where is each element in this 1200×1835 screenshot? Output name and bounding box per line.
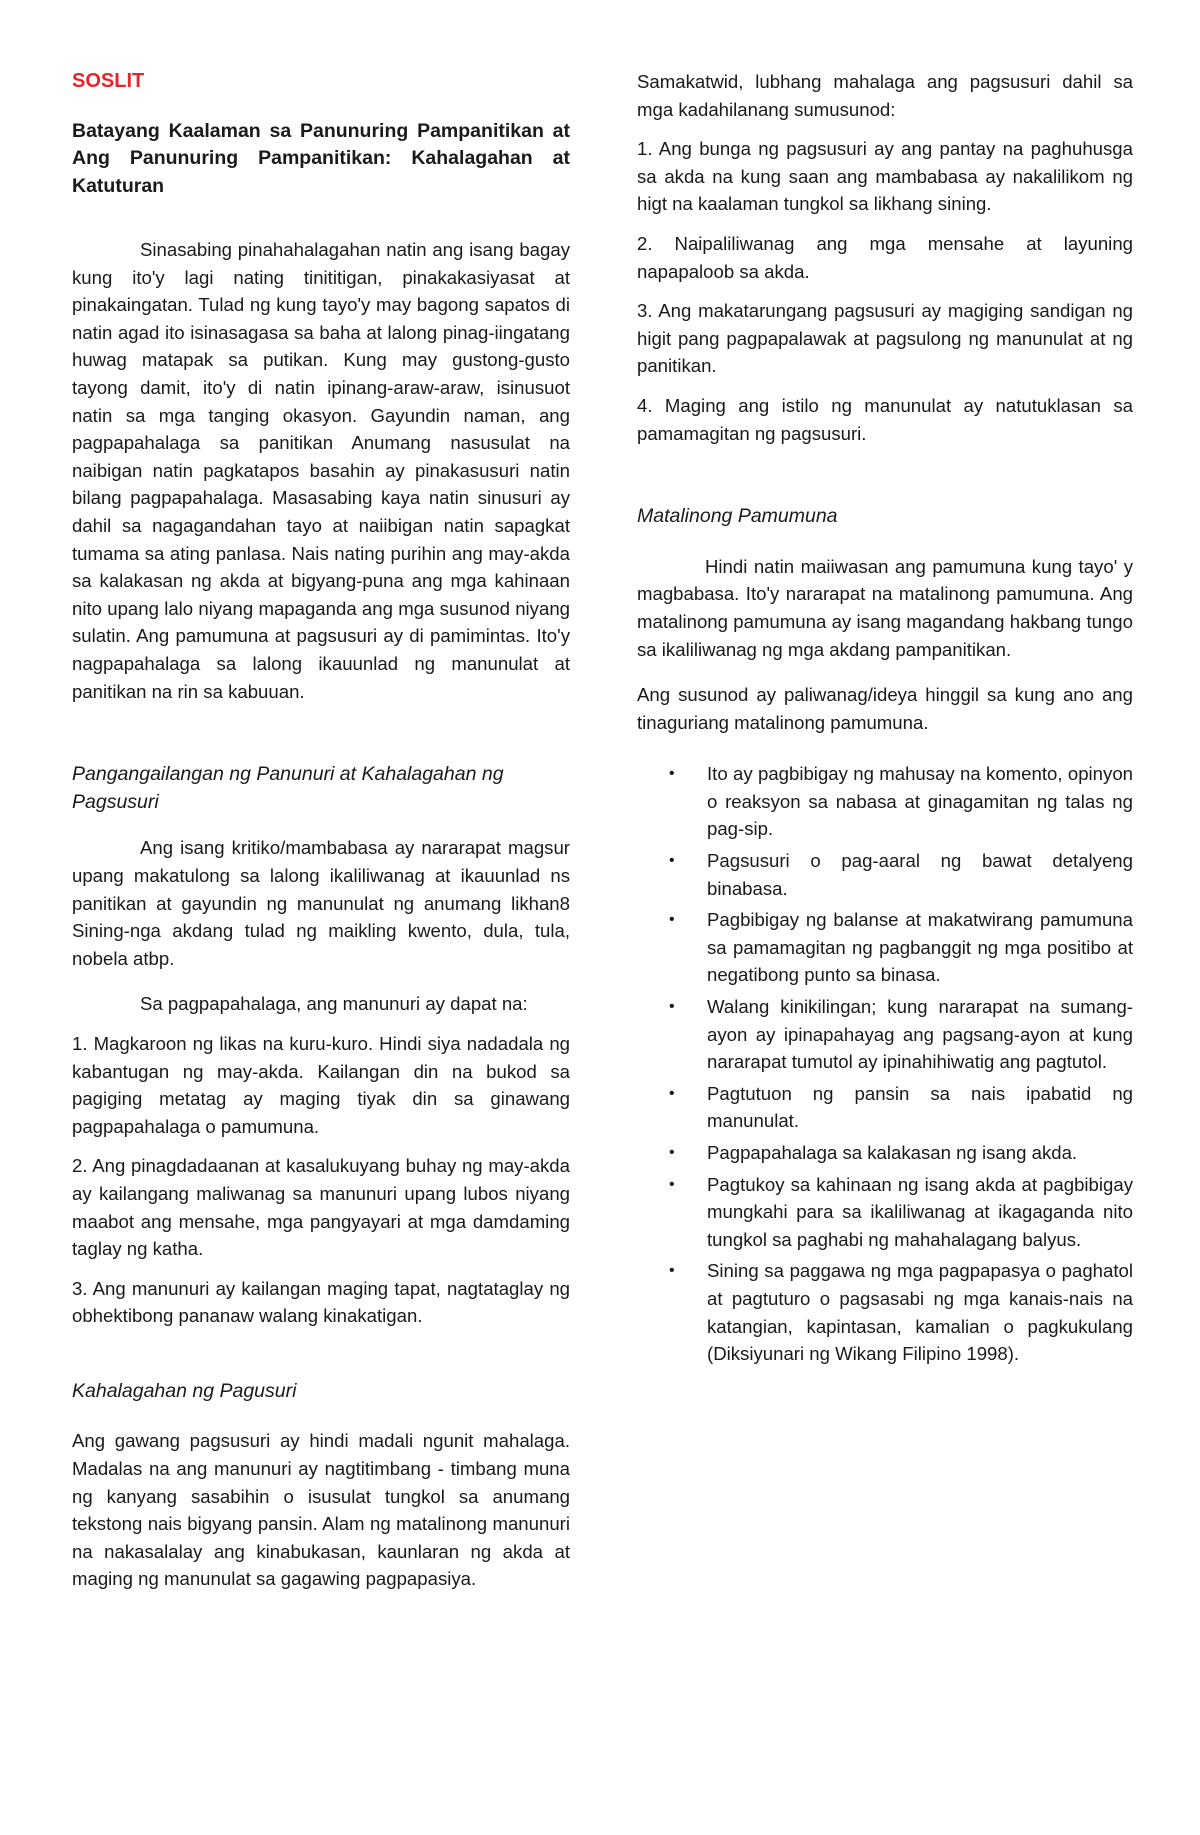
bullet-icon: • [669,765,675,783]
list-item: 4. Maging ang istilo ng manunulat ay natutuklasan sa pamamagitan ng pagsusuri. [637,394,1133,444]
bullet-text: Pagtutuon ng pansin sa nais ipabatid ng manunulat. [707,1082,1133,1132]
list-item [637,760,1133,843]
bullet-text: Sining sa paggawa ng mga pagpapasya o paghatol at pagtuturo o pagsasabi ng mga kanais-nais na katangian, kapintasan, kamalian o pagkukulang (Diksiyunari ng Wikang Filipino 1998). [707,1260,1133,1365]
bullet-text: Pagpapahalaga sa kalakasan ng isang akda. [707,1142,1078,1163]
section-heading-pangangailangan: Pangangailangan ng Panunuri at Kahalagahan ng Pagsusuri [72,763,504,813]
bullet-text: Ito ay pagbibigay ng mahusay na komento, opinyon o reaksyon sa nabasa at ginagamitan ng talas ng pag-sip. [707,763,1133,840]
bullet-icon: • [669,911,675,929]
list-item [637,847,1133,902]
bullet-text: Pagbibigay ng balanse at makatwirang pamumuna sa pamamagitan ng pagbanggit ng mga positibo at negatibong punto sa binasa. [707,909,1133,986]
list-item: 1. Ang bunga ng pagsusuri ay ang pantay na paghuhusga sa akda na kung saan ang mambabasa ay nakalilikom ng higt na kaalaman tungkol sa likhang sining. [637,138,1133,215]
list-item [637,906,1133,989]
bullet-icon: • [669,1175,675,1193]
list-item: 3. Ang makatarungang pagsusuri ay magiging sandigan ng higit pang pagpapalawak at pagsulong ng manunulat at ng panitikan. [637,300,1133,377]
bullet-icon: • [669,1144,675,1161]
list-item [637,1139,1133,1167]
bullet-icon: • [669,1262,675,1280]
bullet-text: Walang kinikilingan; kung nararapat na sumang-ayon ay ipinapahayag ang pagsang-ayon at kung nararapat tumutol ay ipinahihiwatig ang pagtutol. [707,996,1133,1073]
bullet-icon: • [669,1084,675,1102]
paragraph-pamumuna: Hindi natin maiiwasan ang pamumuna kung tayo' y magbabasa. Ito'y nararapat na matalinong pamumuna. Ang matalinong pamumuna ay isang magandang hakbang tungo sa ikaliliwanag ng mga akdang pampanitikan. [637,555,1133,660]
list-item: 2. Ang pinagdadaanan at kasalukuyang buhay ng may-akda ay kailangang maliwanag sa manunuri upang lubos niyang maabot ang mensahe, mga pangyayari at mga damdaming taglay ng katha. [72,1155,570,1260]
list-item [637,993,1133,1076]
list-item: 2. Naipaliliwanag ang mga mensahe at layuning napapaloob sa akda. [637,232,1133,282]
paragraph-pagpapahalaga: Sa pagpapahalaga, ang manunuri ay dapat na: [140,993,528,1015]
right-column [637,68,1133,1372]
section-heading-matalinong-pamumuna: Matalinong Pamumuna [637,505,838,528]
list-item: 3. Ang manunuri ay kailangan maging tapat, nagtataglay ng obhektibong pananaw walang kinakatigan. [72,1277,570,1327]
bullet-list [637,760,1133,1367]
paragraph-kritiko: Ang isang kritiko/mambabasa ay nararapat magsur upang makatulong sa lalong ikaliliwanag at ikauunlad ns panitikan at gayundin ng manunulat ng anumang likhan8 Sining-nga akdang tulad ng maikling kwento, dula, tula, nobela atbp. [72,837,570,969]
document-label: SOSLIT [72,70,145,92]
bullet-text: Pagtukoy sa kahinaan ng isang akda at pagbibigay mungkahi para sa ikaliliwanag at ikagaganda nito tungkol sa paghabi ng mahahalagang balyus. [707,1173,1133,1250]
bullet-icon: • [669,852,675,870]
list-item [637,1080,1133,1135]
left-column [72,68,570,1593]
paragraph-kahalagahan: Ang gawang pagsusuri ay hindi madali ngunit mahalaga. Madalas na ang manunuri ay nagtitimbang - timbang muna ng kanyang sasabihin o isusulat tungkol sa anumang tekstong nais bigyang pansin. Alam ng matalinong manunuri na nakasalalay ang kinabukasan, kaunlaran ng akda at maging ng manunulat sa gagawing pagpapasiya. [72,1430,570,1590]
intro-paragraph: Sinasabing pinahahalagahan natin ang isang bagay kung ito'y lagi nating tinititigan, pinakakasiyasat at pinakaingatan. Tulad ng kung tayo'y may bagong sapatos di natin agad ito isinasagasa sa baha at lalong pinag-iingatang huwag matapak sa putikan. Kung may gustong-gusto tayong damit, ito'y di natin ipinang-araw-araw, isinusuot natin sa mga tanging okasyon. Gayundin naman, ang pagpapahalaga sa panitikan Anumang nasusulat na naibigan natin pagkatapos basahin ay pinakasusuri natin bilang pagpapahalaga. Masasabing kaya natin sinusuri ay dahil sa nagagandahan tayo at naiibigan natin sapagkat tumama sa ating panlasa. Nais nating purihin ang may-akda sa kalakasan ng akda at bigyang-puna ang mga kahinaan nito upang lalo niyang mapaganda ang mga susunod niyang sulatin. Ang pamumuna at pagsusuri ay di pamimintas. Ito'y nagpapahalaga sa lalong ikauunlad ng manunulat at panitikan na rin sa kabuuan. [72,239,570,702]
section-heading-kahalagahan: Kahalagahan ng Pagusuri [72,1379,297,1402]
paragraph-samakatwid: Samakatwid, lubhang mahalaga ang pagsusuri dahil sa mga kadahilanang sumusunod: [637,71,1133,120]
main-heading: Batayang Kaalaman sa Panunuring Pampanitikan at Ang Panunuring Pampanitikan: Kahalagahan at Katuturan [72,119,570,197]
bullet-text: Pagsusuri o pag-aaral ng bawat detalyeng binabasa. [707,850,1133,899]
list-item [637,1257,1133,1367]
list-item [637,1171,1133,1254]
bullet-icon: • [669,998,675,1016]
list-item: 1. Magkaroon ng likas na kuru-kuro. Hindi siya nadadala ng kabantugan ng may-akda. Kailangan din na bukod sa pagiging metatag ay maging tiyak din sa ginawang pagpapahalaga o pamumuna. [72,1032,570,1137]
paragraph-susunod: Ang susunod ay paliwanag/ideya hinggil sa kung ano ang tinaguriang matalinong pamumuna. [637,684,1133,733]
